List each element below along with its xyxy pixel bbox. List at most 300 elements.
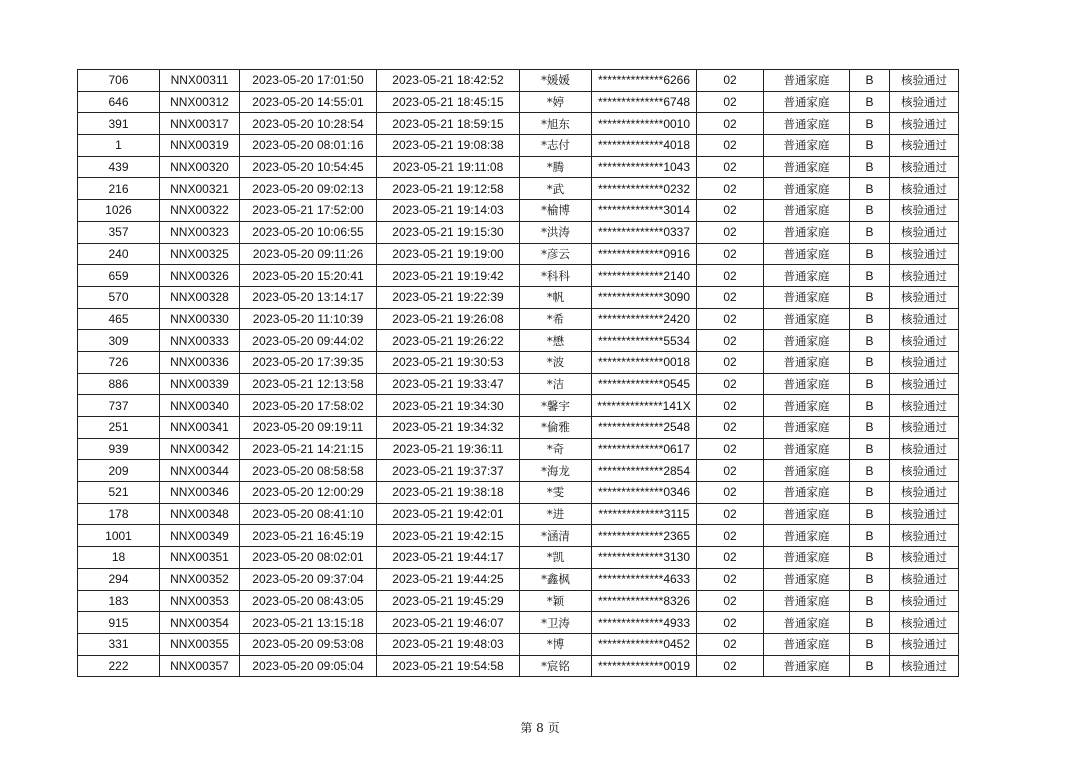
status-cell: 核验通过 <box>890 178 959 200</box>
id-number-cell: **************0346 <box>592 482 697 504</box>
review-time-cell: 2023-05-21 19:34:30 <box>377 395 520 417</box>
type-code-cell: 02 <box>697 525 764 547</box>
id-number-cell: **************0545 <box>592 373 697 395</box>
status-cell: 核验通过 <box>890 590 959 612</box>
table-row <box>78 633 959 655</box>
grade-cell: B <box>850 91 890 113</box>
seq-cell: 1001 <box>78 525 160 547</box>
review-time-cell: 2023-05-21 19:19:42 <box>377 265 520 287</box>
family-type-cell: 普通家庭 <box>764 395 850 417</box>
id-number-cell: **************4633 <box>592 568 697 590</box>
submit-time-cell: 2023-05-20 10:06:55 <box>240 221 377 243</box>
name-cell: *馨宇 <box>520 395 592 417</box>
code-cell: NNX00333 <box>160 330 240 352</box>
seq-cell: 726 <box>78 351 160 373</box>
seq-cell: 915 <box>78 612 160 634</box>
seq-cell: 309 <box>78 330 160 352</box>
status-cell: 核验通过 <box>890 525 959 547</box>
family-type-cell: 普通家庭 <box>764 308 850 330</box>
table-row <box>78 178 959 200</box>
name-cell: *宸铭 <box>520 655 592 677</box>
review-time-cell: 2023-05-21 19:44:17 <box>377 547 520 569</box>
type-code-cell: 02 <box>697 482 764 504</box>
status-cell: 核验通过 <box>890 91 959 113</box>
submit-time-cell: 2023-05-20 09:05:04 <box>240 655 377 677</box>
name-cell: *志付 <box>520 135 592 157</box>
grade-cell: B <box>850 135 890 157</box>
submit-time-cell: 2023-05-21 12:13:58 <box>240 373 377 395</box>
family-type-cell: 普通家庭 <box>764 330 850 352</box>
seq-cell: 1026 <box>78 200 160 222</box>
submit-time-cell: 2023-05-20 09:02:13 <box>240 178 377 200</box>
code-cell: NNX00354 <box>160 612 240 634</box>
grade-cell: B <box>850 286 890 308</box>
submit-time-cell: 2023-05-21 17:52:00 <box>240 200 377 222</box>
table-row <box>78 373 959 395</box>
seq-cell: 570 <box>78 286 160 308</box>
type-code-cell: 02 <box>697 503 764 525</box>
code-cell: NNX00323 <box>160 221 240 243</box>
name-cell: *希 <box>520 308 592 330</box>
id-number-cell: **************3130 <box>592 547 697 569</box>
id-number-cell: **************8326 <box>592 590 697 612</box>
id-number-cell: **************3014 <box>592 200 697 222</box>
submit-time-cell: 2023-05-20 12:00:29 <box>240 482 377 504</box>
name-cell: *博 <box>520 633 592 655</box>
review-time-cell: 2023-05-21 19:33:47 <box>377 373 520 395</box>
code-cell: NNX00319 <box>160 135 240 157</box>
table-row <box>78 612 959 634</box>
grade-cell: B <box>850 221 890 243</box>
name-cell: *腾 <box>520 156 592 178</box>
id-number-cell: **************2140 <box>592 265 697 287</box>
grade-cell: B <box>850 503 890 525</box>
table-row <box>78 482 959 504</box>
name-cell: *旭东 <box>520 113 592 135</box>
id-number-cell: **************4933 <box>592 612 697 634</box>
type-code-cell: 02 <box>697 351 764 373</box>
code-cell: NNX00311 <box>160 70 240 92</box>
review-time-cell: 2023-05-21 19:12:58 <box>377 178 520 200</box>
family-type-cell: 普通家庭 <box>764 200 850 222</box>
grade-cell: B <box>850 590 890 612</box>
type-code-cell: 02 <box>697 135 764 157</box>
status-cell: 核验通过 <box>890 113 959 135</box>
code-cell: NNX00339 <box>160 373 240 395</box>
grade-cell: B <box>850 351 890 373</box>
status-cell: 核验通过 <box>890 655 959 677</box>
table-row <box>78 395 959 417</box>
table-row <box>78 525 959 547</box>
id-number-cell: **************2548 <box>592 417 697 439</box>
family-type-cell: 普通家庭 <box>764 547 850 569</box>
seq-cell: 737 <box>78 395 160 417</box>
family-type-cell: 普通家庭 <box>764 135 850 157</box>
review-time-cell: 2023-05-21 19:22:39 <box>377 286 520 308</box>
name-cell: *科科 <box>520 265 592 287</box>
type-code-cell: 02 <box>697 200 764 222</box>
family-type-cell: 普通家庭 <box>764 178 850 200</box>
type-code-cell: 02 <box>697 330 764 352</box>
name-cell: *凯 <box>520 547 592 569</box>
table-row <box>78 156 959 178</box>
code-cell: NNX00320 <box>160 156 240 178</box>
review-time-cell: 2023-05-21 19:48:03 <box>377 633 520 655</box>
submit-time-cell: 2023-05-21 14:21:15 <box>240 438 377 460</box>
name-cell: *卫涛 <box>520 612 592 634</box>
id-number-cell: **************2420 <box>592 308 697 330</box>
submit-time-cell: 2023-05-20 09:44:02 <box>240 330 377 352</box>
review-time-cell: 2023-05-21 19:08:38 <box>377 135 520 157</box>
family-type-cell: 普通家庭 <box>764 243 850 265</box>
table-row <box>78 330 959 352</box>
id-number-cell: **************3090 <box>592 286 697 308</box>
grade-cell: B <box>850 568 890 590</box>
submit-time-cell: 2023-05-20 17:58:02 <box>240 395 377 417</box>
table-row <box>78 460 959 482</box>
name-cell: *波 <box>520 351 592 373</box>
review-time-cell: 2023-05-21 19:34:32 <box>377 417 520 439</box>
status-cell: 核验通过 <box>890 200 959 222</box>
records-table <box>77 69 959 677</box>
review-time-cell: 2023-05-21 19:42:01 <box>377 503 520 525</box>
id-number-cell: **************5534 <box>592 330 697 352</box>
code-cell: NNX00326 <box>160 265 240 287</box>
name-cell: *彦云 <box>520 243 592 265</box>
status-cell: 核验通过 <box>890 286 959 308</box>
seq-cell: 251 <box>78 417 160 439</box>
review-time-cell: 2023-05-21 19:11:08 <box>377 156 520 178</box>
name-cell: *倫雅 <box>520 417 592 439</box>
table-row <box>78 200 959 222</box>
seq-cell: 209 <box>78 460 160 482</box>
id-number-cell: **************1043 <box>592 156 697 178</box>
id-number-cell: **************6748 <box>592 91 697 113</box>
grade-cell: B <box>850 373 890 395</box>
name-cell: *媛媛 <box>520 70 592 92</box>
family-type-cell: 普通家庭 <box>764 525 850 547</box>
id-number-cell: **************4018 <box>592 135 697 157</box>
code-cell: NNX00353 <box>160 590 240 612</box>
id-number-cell: **************2365 <box>592 525 697 547</box>
type-code-cell: 02 <box>697 265 764 287</box>
family-type-cell: 普通家庭 <box>764 438 850 460</box>
code-cell: NNX00321 <box>160 178 240 200</box>
submit-time-cell: 2023-05-20 08:58:58 <box>240 460 377 482</box>
table-row <box>78 135 959 157</box>
status-cell: 核验通过 <box>890 373 959 395</box>
id-number-cell: **************141X <box>592 395 697 417</box>
type-code-cell: 02 <box>697 286 764 308</box>
status-cell: 核验通过 <box>890 70 959 92</box>
grade-cell: B <box>850 547 890 569</box>
seq-cell: 357 <box>78 221 160 243</box>
type-code-cell: 02 <box>697 438 764 460</box>
name-cell: *懋 <box>520 330 592 352</box>
type-code-cell: 02 <box>697 308 764 330</box>
review-time-cell: 2023-05-21 19:46:07 <box>377 612 520 634</box>
grade-cell: B <box>850 330 890 352</box>
table-row <box>78 243 959 265</box>
type-code-cell: 02 <box>697 417 764 439</box>
type-code-cell: 02 <box>697 178 764 200</box>
name-cell: *武 <box>520 178 592 200</box>
type-code-cell: 02 <box>697 373 764 395</box>
code-cell: NNX00336 <box>160 351 240 373</box>
table-row <box>78 308 959 330</box>
family-type-cell: 普通家庭 <box>764 482 850 504</box>
grade-cell: B <box>850 482 890 504</box>
table-row <box>78 265 959 287</box>
seq-cell: 331 <box>78 633 160 655</box>
submit-time-cell: 2023-05-20 15:20:41 <box>240 265 377 287</box>
submit-time-cell: 2023-05-20 10:54:45 <box>240 156 377 178</box>
seq-cell: 183 <box>78 590 160 612</box>
family-type-cell: 普通家庭 <box>764 460 850 482</box>
status-cell: 核验通过 <box>890 156 959 178</box>
name-cell: *进 <box>520 503 592 525</box>
family-type-cell: 普通家庭 <box>764 568 850 590</box>
family-type-cell: 普通家庭 <box>764 612 850 634</box>
family-type-cell: 普通家庭 <box>764 286 850 308</box>
type-code-cell: 02 <box>697 156 764 178</box>
status-cell: 核验通过 <box>890 547 959 569</box>
review-time-cell: 2023-05-21 19:14:03 <box>377 200 520 222</box>
submit-time-cell: 2023-05-20 11:10:39 <box>240 308 377 330</box>
id-number-cell: **************0019 <box>592 655 697 677</box>
type-code-cell: 02 <box>697 547 764 569</box>
submit-time-cell: 2023-05-20 14:55:01 <box>240 91 377 113</box>
type-code-cell: 02 <box>697 568 764 590</box>
submit-time-cell: 2023-05-21 13:15:18 <box>240 612 377 634</box>
table-row <box>78 417 959 439</box>
code-cell: NNX00344 <box>160 460 240 482</box>
code-cell: NNX00328 <box>160 286 240 308</box>
submit-time-cell: 2023-05-21 16:45:19 <box>240 525 377 547</box>
status-cell: 核验通过 <box>890 395 959 417</box>
code-cell: NNX00317 <box>160 113 240 135</box>
review-time-cell: 2023-05-21 18:59:15 <box>377 113 520 135</box>
type-code-cell: 02 <box>697 590 764 612</box>
grade-cell: B <box>850 200 890 222</box>
submit-time-cell: 2023-05-20 08:01:16 <box>240 135 377 157</box>
seq-cell: 240 <box>78 243 160 265</box>
review-time-cell: 2023-05-21 19:26:08 <box>377 308 520 330</box>
table-row <box>78 655 959 677</box>
review-time-cell: 2023-05-21 19:45:29 <box>377 590 520 612</box>
family-type-cell: 普通家庭 <box>764 113 850 135</box>
review-time-cell: 2023-05-21 18:42:52 <box>377 70 520 92</box>
seq-cell: 391 <box>78 113 160 135</box>
review-time-cell: 2023-05-21 19:44:25 <box>377 568 520 590</box>
code-cell: NNX00357 <box>160 655 240 677</box>
status-cell: 核验通过 <box>890 482 959 504</box>
seq-cell: 216 <box>78 178 160 200</box>
family-type-cell: 普通家庭 <box>764 655 850 677</box>
code-cell: NNX00322 <box>160 200 240 222</box>
type-code-cell: 02 <box>697 612 764 634</box>
code-cell: NNX00349 <box>160 525 240 547</box>
seq-cell: 294 <box>78 568 160 590</box>
id-number-cell: **************0617 <box>592 438 697 460</box>
type-code-cell: 02 <box>697 655 764 677</box>
seq-cell: 659 <box>78 265 160 287</box>
review-time-cell: 2023-05-21 19:26:22 <box>377 330 520 352</box>
table-row <box>78 70 959 92</box>
code-cell: NNX00355 <box>160 633 240 655</box>
review-time-cell: 2023-05-21 19:30:53 <box>377 351 520 373</box>
name-cell: *帆 <box>520 286 592 308</box>
family-type-cell: 普通家庭 <box>764 633 850 655</box>
page-number: 第 8 页 <box>520 721 560 735</box>
status-cell: 核验通过 <box>890 351 959 373</box>
grade-cell: B <box>850 156 890 178</box>
status-cell: 核验通过 <box>890 460 959 482</box>
status-cell: 核验通过 <box>890 330 959 352</box>
family-type-cell: 普通家庭 <box>764 156 850 178</box>
id-number-cell: **************0232 <box>592 178 697 200</box>
code-cell: NNX00341 <box>160 417 240 439</box>
name-cell: *鑫枫 <box>520 568 592 590</box>
id-number-cell: **************0452 <box>592 633 697 655</box>
submit-time-cell: 2023-05-20 08:41:10 <box>240 503 377 525</box>
table-row <box>78 503 959 525</box>
status-cell: 核验通过 <box>890 308 959 330</box>
family-type-cell: 普通家庭 <box>764 503 850 525</box>
grade-cell: B <box>850 178 890 200</box>
id-number-cell: **************2854 <box>592 460 697 482</box>
type-code-cell: 02 <box>697 460 764 482</box>
table-row <box>78 547 959 569</box>
status-cell: 核验通过 <box>890 503 959 525</box>
seq-cell: 465 <box>78 308 160 330</box>
code-cell: NNX00348 <box>160 503 240 525</box>
grade-cell: B <box>850 265 890 287</box>
table-row <box>78 568 959 590</box>
type-code-cell: 02 <box>697 70 764 92</box>
seq-cell: 439 <box>78 156 160 178</box>
review-time-cell: 2023-05-21 19:15:30 <box>377 221 520 243</box>
table-row <box>78 351 959 373</box>
seq-cell: 886 <box>78 373 160 395</box>
status-cell: 核验通过 <box>890 417 959 439</box>
family-type-cell: 普通家庭 <box>764 70 850 92</box>
review-time-cell: 2023-05-21 19:36:11 <box>377 438 520 460</box>
seq-cell: 178 <box>78 503 160 525</box>
table-row <box>78 286 959 308</box>
review-time-cell: 2023-05-21 19:37:37 <box>377 460 520 482</box>
name-cell: *婷 <box>520 91 592 113</box>
code-cell: NNX00325 <box>160 243 240 265</box>
seq-cell: 521 <box>78 482 160 504</box>
submit-time-cell: 2023-05-20 09:53:08 <box>240 633 377 655</box>
seq-cell: 646 <box>78 91 160 113</box>
submit-time-cell: 2023-05-20 17:39:35 <box>240 351 377 373</box>
seq-cell: 1 <box>78 135 160 157</box>
status-cell: 核验通过 <box>890 243 959 265</box>
code-cell: NNX00340 <box>160 395 240 417</box>
grade-cell: B <box>850 70 890 92</box>
id-number-cell: **************0010 <box>592 113 697 135</box>
id-number-cell: **************0916 <box>592 243 697 265</box>
grade-cell: B <box>850 243 890 265</box>
family-type-cell: 普通家庭 <box>764 91 850 113</box>
table-row <box>78 113 959 135</box>
grade-cell: B <box>850 460 890 482</box>
grade-cell: B <box>850 655 890 677</box>
grade-cell: B <box>850 633 890 655</box>
table-row <box>78 221 959 243</box>
status-cell: 核验通过 <box>890 633 959 655</box>
name-cell: *洁 <box>520 373 592 395</box>
id-number-cell: **************6266 <box>592 70 697 92</box>
grade-cell: B <box>850 612 890 634</box>
seq-cell: 222 <box>78 655 160 677</box>
grade-cell: B <box>850 525 890 547</box>
name-cell: *涵清 <box>520 525 592 547</box>
family-type-cell: 普通家庭 <box>764 590 850 612</box>
status-cell: 核验通过 <box>890 612 959 634</box>
status-cell: 核验通过 <box>890 568 959 590</box>
status-cell: 核验通过 <box>890 265 959 287</box>
status-cell: 核验通过 <box>890 135 959 157</box>
code-cell: NNX00342 <box>160 438 240 460</box>
name-cell: *奇 <box>520 438 592 460</box>
seq-cell: 939 <box>78 438 160 460</box>
grade-cell: B <box>850 395 890 417</box>
table-row <box>78 91 959 113</box>
records-table-body <box>78 70 959 677</box>
submit-time-cell: 2023-05-20 08:02:01 <box>240 547 377 569</box>
type-code-cell: 02 <box>697 395 764 417</box>
grade-cell: B <box>850 417 890 439</box>
type-code-cell: 02 <box>697 91 764 113</box>
name-cell: *洪涛 <box>520 221 592 243</box>
submit-time-cell: 2023-05-20 08:43:05 <box>240 590 377 612</box>
seq-cell: 706 <box>78 70 160 92</box>
name-cell: *颖 <box>520 590 592 612</box>
grade-cell: B <box>850 438 890 460</box>
submit-time-cell: 2023-05-20 09:37:04 <box>240 568 377 590</box>
submit-time-cell: 2023-05-20 13:14:17 <box>240 286 377 308</box>
submit-time-cell: 2023-05-20 17:01:50 <box>240 70 377 92</box>
code-cell: NNX00312 <box>160 91 240 113</box>
family-type-cell: 普通家庭 <box>764 417 850 439</box>
submit-time-cell: 2023-05-20 10:28:54 <box>240 113 377 135</box>
submit-time-cell: 2023-05-20 09:19:11 <box>240 417 377 439</box>
code-cell: NNX00330 <box>160 308 240 330</box>
type-code-cell: 02 <box>697 633 764 655</box>
id-number-cell: **************3115 <box>592 503 697 525</box>
submit-time-cell: 2023-05-20 09:11:26 <box>240 243 377 265</box>
id-number-cell: **************0337 <box>592 221 697 243</box>
name-cell: *雯 <box>520 482 592 504</box>
grade-cell: B <box>850 308 890 330</box>
code-cell: NNX00352 <box>160 568 240 590</box>
type-code-cell: 02 <box>697 221 764 243</box>
seq-cell: 18 <box>78 547 160 569</box>
type-code-cell: 02 <box>697 243 764 265</box>
review-time-cell: 2023-05-21 19:19:00 <box>377 243 520 265</box>
family-type-cell: 普通家庭 <box>764 351 850 373</box>
review-time-cell: 2023-05-21 19:54:58 <box>377 655 520 677</box>
status-cell: 核验通过 <box>890 221 959 243</box>
status-cell: 核验通过 <box>890 438 959 460</box>
review-time-cell: 2023-05-21 19:38:18 <box>377 482 520 504</box>
review-time-cell: 2023-05-21 18:45:15 <box>377 91 520 113</box>
name-cell: *榆博 <box>520 200 592 222</box>
code-cell: NNX00346 <box>160 482 240 504</box>
